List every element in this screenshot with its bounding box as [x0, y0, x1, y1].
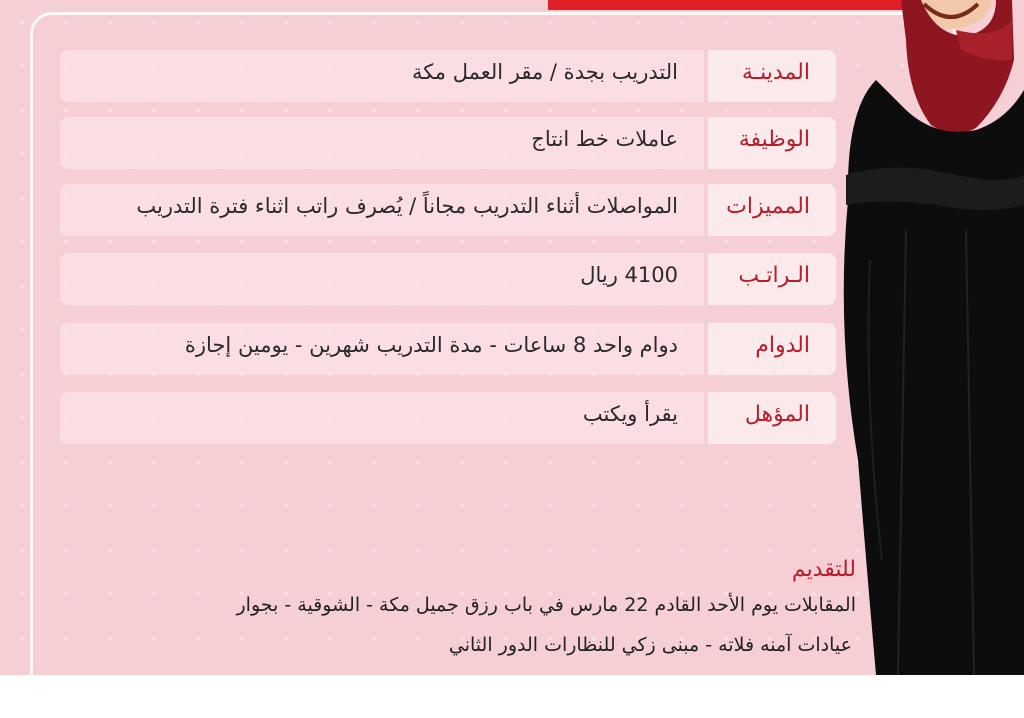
woman-illustration-icon	[836, 0, 1024, 675]
row-value: يقرأ ويكتب	[582, 402, 678, 426]
row-label: المؤهل	[744, 402, 810, 427]
row-hours	[60, 323, 836, 375]
row-value: المواصلات أثناء التدريب مجاناً / يُصرف راتب اثناء فترة التدريب	[136, 194, 678, 218]
row-value: التدريب بجدة / مقر العمل مكة	[411, 60, 678, 84]
row-value: 4100 ريال	[580, 263, 678, 287]
row-label: المميزات	[726, 194, 810, 219]
row-job	[60, 117, 836, 169]
row-city	[60, 50, 836, 102]
row-qualification	[60, 392, 836, 444]
row-benefits	[60, 184, 836, 236]
apply-title: للتقديم	[791, 557, 856, 582]
row-label: الدوام	[755, 333, 810, 358]
row-label: الوظيفة	[738, 127, 810, 152]
row-value: عاملات خط انتاج	[531, 127, 678, 151]
row-label: المدينـة	[741, 60, 810, 85]
row-label: الـراتـب	[738, 263, 810, 288]
row-value: دوام واحد 8 ساعات - مدة التدريب شهرين - يومين إجازة	[184, 333, 678, 357]
row-salary	[60, 253, 836, 305]
apply-details-line-1: المقابلات يوم الأحد القادم 22 مارس في باب رزق جميل مكة - الشوقية - بجوار	[236, 594, 856, 616]
apply-details-line-2: عيادات آمنه فلاته - مبنى زكي للنظارات الدور الثاني	[448, 634, 852, 656]
